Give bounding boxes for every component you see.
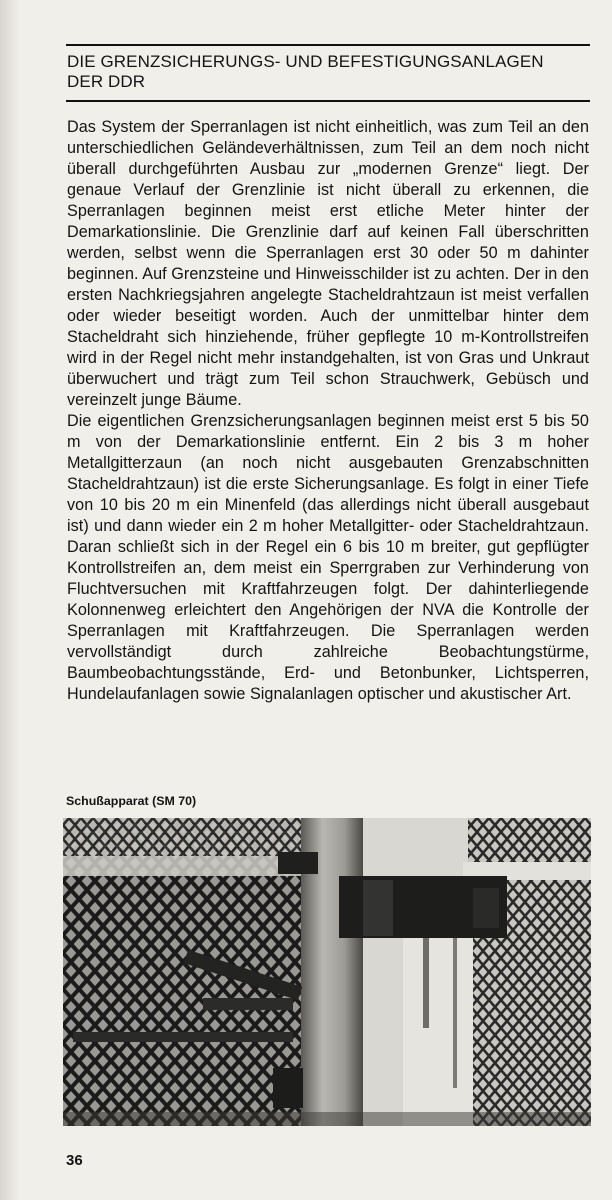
page-number: 36 — [66, 1152, 83, 1169]
page-edge-shadow — [0, 0, 18, 1200]
heading-rule-bottom — [66, 100, 590, 102]
paragraph-1: Das System der Sperranlagen ist nicht einheitlich, was zum Teil an den unterschiedlichen Geländeverhältnissen, zum Teil an dem noch nicht überall durchgeführten Ausbau zur „modernen Grenze“ liegt. Der genaue Verlauf der Grenzlinie ist nicht überall zu erkennen, die Sperranlagen beginnen meist erst etliche Meter hinter der Demarkationslinie. Die Grenzlinie darf auf keinen Fall überschritten werden, selbst wenn die Sperranlagen erst 30 oder 50 m dahinter beginnen. Auf Grenzsteine und Hinweisschilder ist zu achten. Der in den ersten Nachkriegsjahren angelegte Stacheldrahtzaun ist meist verfallen oder wieder beseitigt worden. Auch der unmittelbar hinter dem Stacheldraht sich hinziehende, früher gepflegte 10 m-Kontrollstreifen wird in der Regel nicht mehr instandgehalten, ist von Gras und Unkraut überwuchert und trägt zum Teil schon Strauchwerk, Gebüsch und vereinzelt junge Bäume. — [67, 118, 589, 409]
chapter-heading — [67, 52, 591, 92]
paragraph-2: Die eigentlichen Grenzsicherungsanlagen beginnen meist erst 5 bis 50 m von der Demarkationslinie entfernt. Ein 2 bis 3 m hoher Metallgitterzaun (an noch nicht ausgebauten Grenzabschnitten Stacheldrahtzaun) ist die erste Sicherungsanlage. Es folgt in einer Tiefe von 10 bis 20 m ein Minenfeld (das allerdings nicht überall ausgebaut ist) und dann wieder ein 2 m hoher Metallgitter- oder Stacheldrahtzaun. Daran schließt sich in der Regel ein 6 bis 10 m breiter, gut gepflügter Kontrollstreifen an, dem meist ein Sperrgraben zur Verhinderung von Fluchtversuchen mit Kraftfahrzeugen folgt. Der dahinterliegende Kolonnenweg erleichtert den Angehörigen der NVA die Kontrolle der Sperranlagen mit Kraftfahrzeugen. Die Sperranlagen werden vervollständigt durch zahlreiche Beobachtungstürme, Baumbeobachtungsstände, Erd- und Betonbunker, Lichtsperren, Hundelaufanlagen sowie Signalanlagen optischer und akustischer Art. — [67, 412, 589, 703]
photo-sm70-fence — [63, 818, 591, 1126]
heading-line-1: DIE GRENZSICHERUNGS- UND BEFESTIGUNGSANLAGEN — [67, 52, 544, 71]
heading-line-2: DER DDR — [67, 72, 146, 91]
body-text — [67, 117, 589, 705]
heading-rule-top — [66, 44, 590, 46]
photo-caption: Schußapparat (SM 70) — [66, 794, 197, 808]
